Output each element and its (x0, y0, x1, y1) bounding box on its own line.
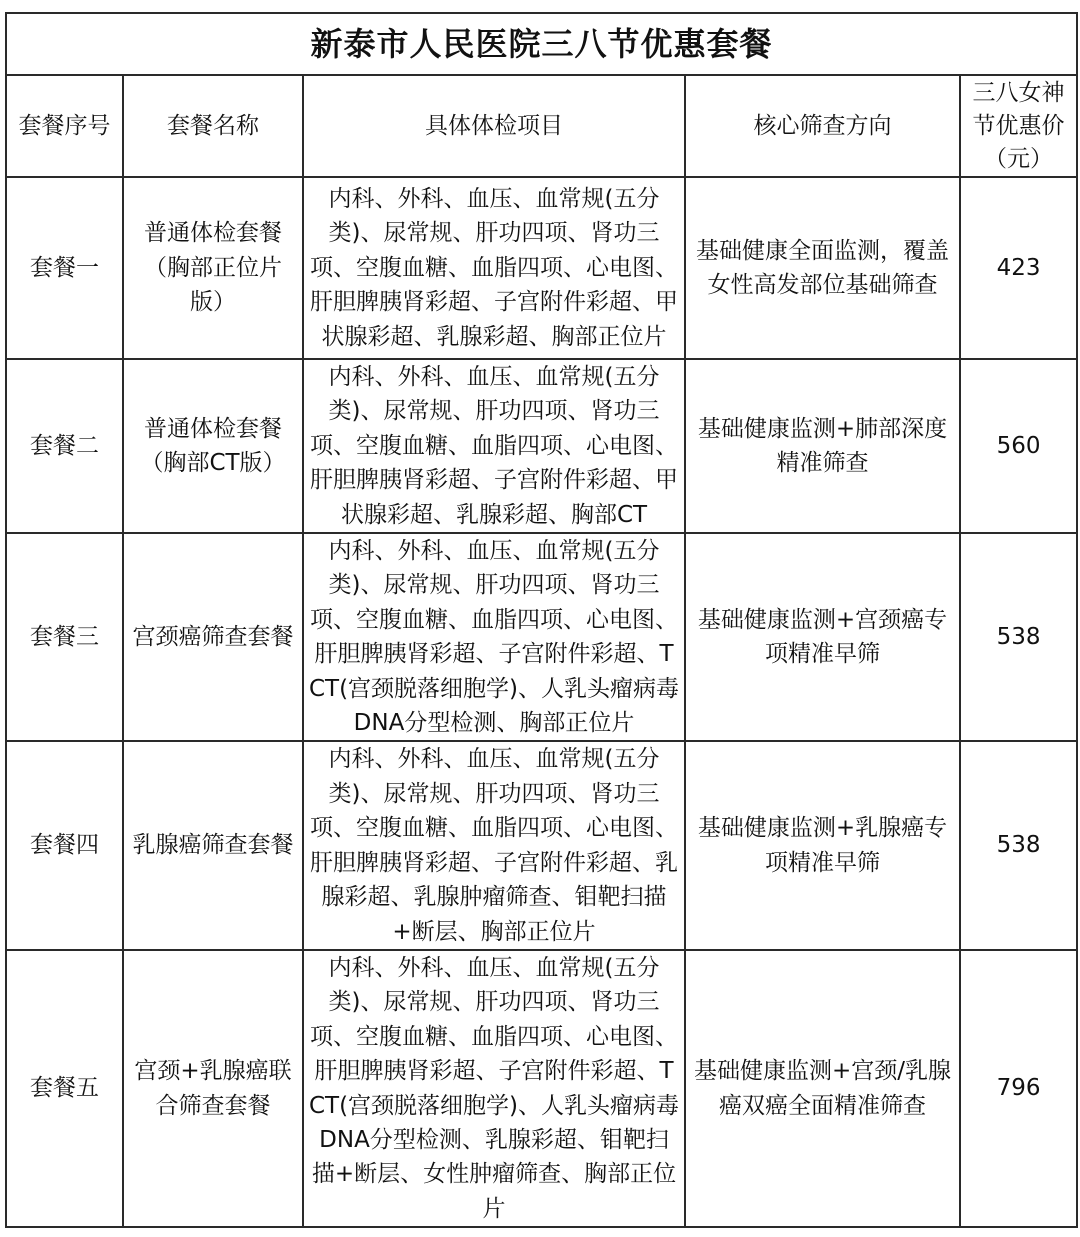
package-price: 538 (960, 533, 1077, 741)
header-focus: 核心筛查方向 (685, 75, 960, 177)
header-price: 三八女神节优惠价（元） (960, 75, 1077, 177)
package-focus: 基础健康监测+宫颈/乳腺癌双癌全面精准筛查 (685, 950, 960, 1227)
package-name: 普通体检套餐（胸部正位片版） (123, 177, 303, 359)
table-row (6, 950, 1077, 1227)
package-focus: 基础健康全面监测，覆盖女性高发部位基础筛查 (685, 177, 960, 359)
header-items: 具体体检项目 (303, 75, 685, 177)
package-table (5, 12, 1078, 1228)
table-row (6, 359, 1077, 533)
package-index: 套餐三 (6, 533, 123, 741)
header-name: 套餐名称 (123, 75, 303, 177)
package-price: 538 (960, 741, 1077, 949)
package-focus: 基础健康监测+乳腺癌专项精准早筛 (685, 741, 960, 949)
table-title: 新泰市人民医院三八节优惠套餐 (6, 13, 1077, 75)
package-items: 内科、外科、血压、血常规(五分类)、尿常规、肝功四项、肾功三项、空腹血糖、血脂四项、心电图、肝胆脾胰肾彩超、子宫附件彩超、TCT(宫颈脱落细胞学)、人乳头瘤病毒DNA分型检测、胸部正位片 (303, 533, 685, 741)
header-row (6, 75, 1077, 177)
package-index: 套餐一 (6, 177, 123, 359)
package-items: 内科、外科、血压、血常规(五分类)、尿常规、肝功四项、肾功三项、空腹血糖、血脂四项、心电图、肝胆脾胰肾彩超、子宫附件彩超、甲状腺彩超、乳腺彩超、胸部CT (303, 359, 685, 533)
package-price: 423 (960, 177, 1077, 359)
package-name: 乳腺癌筛查套餐 (123, 741, 303, 949)
package-index: 套餐五 (6, 950, 123, 1227)
table-row (6, 177, 1077, 359)
package-focus: 基础健康监测+肺部深度精准筛查 (685, 359, 960, 533)
package-price: 796 (960, 950, 1077, 1227)
package-name: 普通体检套餐（胸部CT版） (123, 359, 303, 533)
package-index: 套餐二 (6, 359, 123, 533)
header-index: 套餐序号 (6, 75, 123, 177)
table-row (6, 741, 1077, 949)
package-name: 宫颈+乳腺癌联合筛查套餐 (123, 950, 303, 1227)
package-items: 内科、外科、血压、血常规(五分类)、尿常规、肝功四项、肾功三项、空腹血糖、血脂四项、心电图、肝胆脾胰肾彩超、子宫附件彩超、乳腺彩超、乳腺肿瘤筛查、钼靶扫描+断层、胸部正位片 (303, 741, 685, 949)
package-price: 560 (960, 359, 1077, 533)
package-items: 内科、外科、血压、血常规(五分类)、尿常规、肝功四项、肾功三项、空腹血糖、血脂四项、心电图、肝胆脾胰肾彩超、子宫附件彩超、甲状腺彩超、乳腺彩超、胸部正位片 (303, 177, 685, 359)
package-index: 套餐四 (6, 741, 123, 949)
package-items: 内科、外科、血压、血常规(五分类)、尿常规、肝功四项、肾功三项、空腹血糖、血脂四项、心电图、肝胆脾胰肾彩超、子宫附件彩超、TCT(宫颈脱落细胞学)、人乳头瘤病毒DNA分型检测、乳腺彩超、钼靶扫描+断层、女性肿瘤筛查、胸部正位片 (303, 950, 685, 1227)
package-focus: 基础健康监测+宫颈癌专项精准早筛 (685, 533, 960, 741)
package-name: 宫颈癌筛查套餐 (123, 533, 303, 741)
title-row (6, 13, 1077, 75)
table-row (6, 533, 1077, 741)
